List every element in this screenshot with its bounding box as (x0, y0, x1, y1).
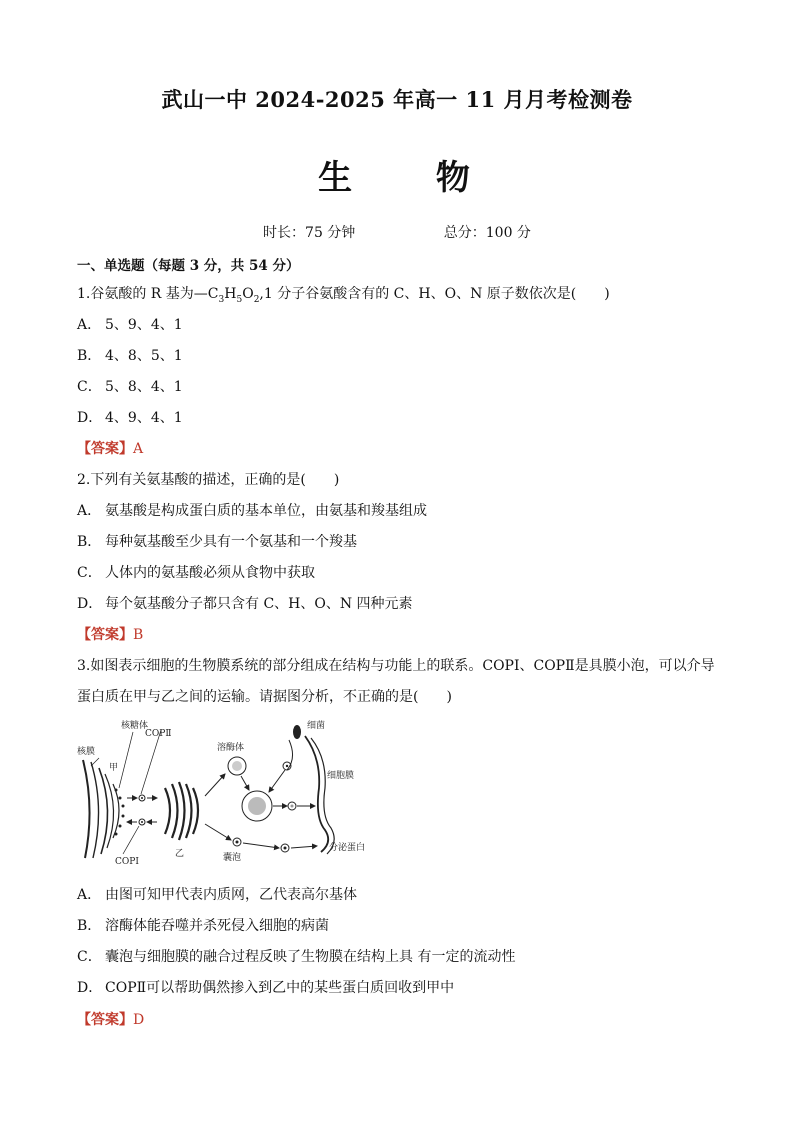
duration-text: 时长：75 分钟 (263, 225, 356, 241)
exam-title: 武山一中 2024-2025 年高一 11 月月考检测卷 (161, 87, 633, 112)
question-3-stem-line2: 蛋白质在甲与乙之间的运输。请据图分析，不正确的是( ) (77, 689, 452, 705)
label-jia: 甲 (109, 763, 119, 773)
subject-title: 生 物 (318, 158, 506, 198)
question-2-option-a: A． 氨基酸是构成蛋白质的基本单位，由氨基和羧基组成 (77, 503, 427, 519)
question-3-option-b: B． 溶酶体能吞噬并杀死侵入细胞的病菌 (77, 918, 329, 934)
question-1-option-d: D． 4、9、4、1 (77, 410, 183, 426)
question-2-option-b: B． 每种氨基酸至少具有一个氨基和一个羧基 (77, 534, 357, 550)
section-heading: 一、单选题（每题 3 分，共 54 分） (77, 258, 300, 274)
label-vesicle: 囊泡 (223, 853, 242, 863)
question-3-option-d: D． COPⅡ可以帮助偶然掺入到乙中的某些蛋白质回收到甲中 (77, 980, 455, 996)
label-ribosome: 核糖体 (121, 721, 149, 731)
membrane-system-diagram (75, 718, 375, 868)
question-1-option-b: B． 4、8、5、1 (77, 348, 183, 364)
question-3-option-c: C． 囊泡与细胞膜的融合过程反映了生物膜在结构上具 有一定的流动性 (77, 949, 516, 965)
question-2-answer: 【答案】B (77, 627, 144, 643)
exam-meta (0, 222, 794, 242)
label-yi: 乙 (175, 849, 185, 859)
label-copii: COPⅡ (145, 729, 172, 739)
total-score-text: 总分：100 分 (443, 225, 531, 241)
label-secreted-protein: 分泌蛋白 (329, 843, 366, 853)
question-3-answer: 【答案】D (77, 1012, 145, 1028)
question-2-option-c: C． 人体内的氨基酸必须从食物中获取 (77, 565, 315, 581)
question-3-option-a: A． 由图可知甲代表内质网，乙代表高尔基体 (77, 887, 357, 903)
question-1-stem: 1.谷氨酸的 R 基为$—C_3H_5O_2,1$ 分子谷氨酸含有的 C、H、O、N 原子数依次是( ) (77, 286, 610, 305)
label-cell-membrane: 细胞膜 (327, 771, 355, 781)
question-2-option-d: D． 每个氨基酸分子都只含有 C、H、O、N 四种元素 (77, 596, 413, 612)
label-lysosome: 溶酶体 (217, 743, 245, 753)
label-bacteria: 细菌 (307, 721, 326, 731)
label-copi: COPⅠ (115, 857, 139, 867)
question-3-stem-line1: 3.如图表示细胞的生物膜系统的部分组成在结构与功能上的联系。COPⅠ、COPⅡ是具膜小泡，可以介导 (77, 658, 715, 674)
question-1-answer: 【答案】A (77, 441, 144, 457)
question-1-option-c: C． 5、8、4、1 (77, 379, 183, 395)
question-1-option-a: A． 5、9、4、1 (77, 317, 183, 333)
question-2-stem: 2.下列有关氨基酸的描述，正确的是( ) (77, 472, 340, 488)
label-nuclear-membrane: 核膜 (77, 747, 96, 757)
